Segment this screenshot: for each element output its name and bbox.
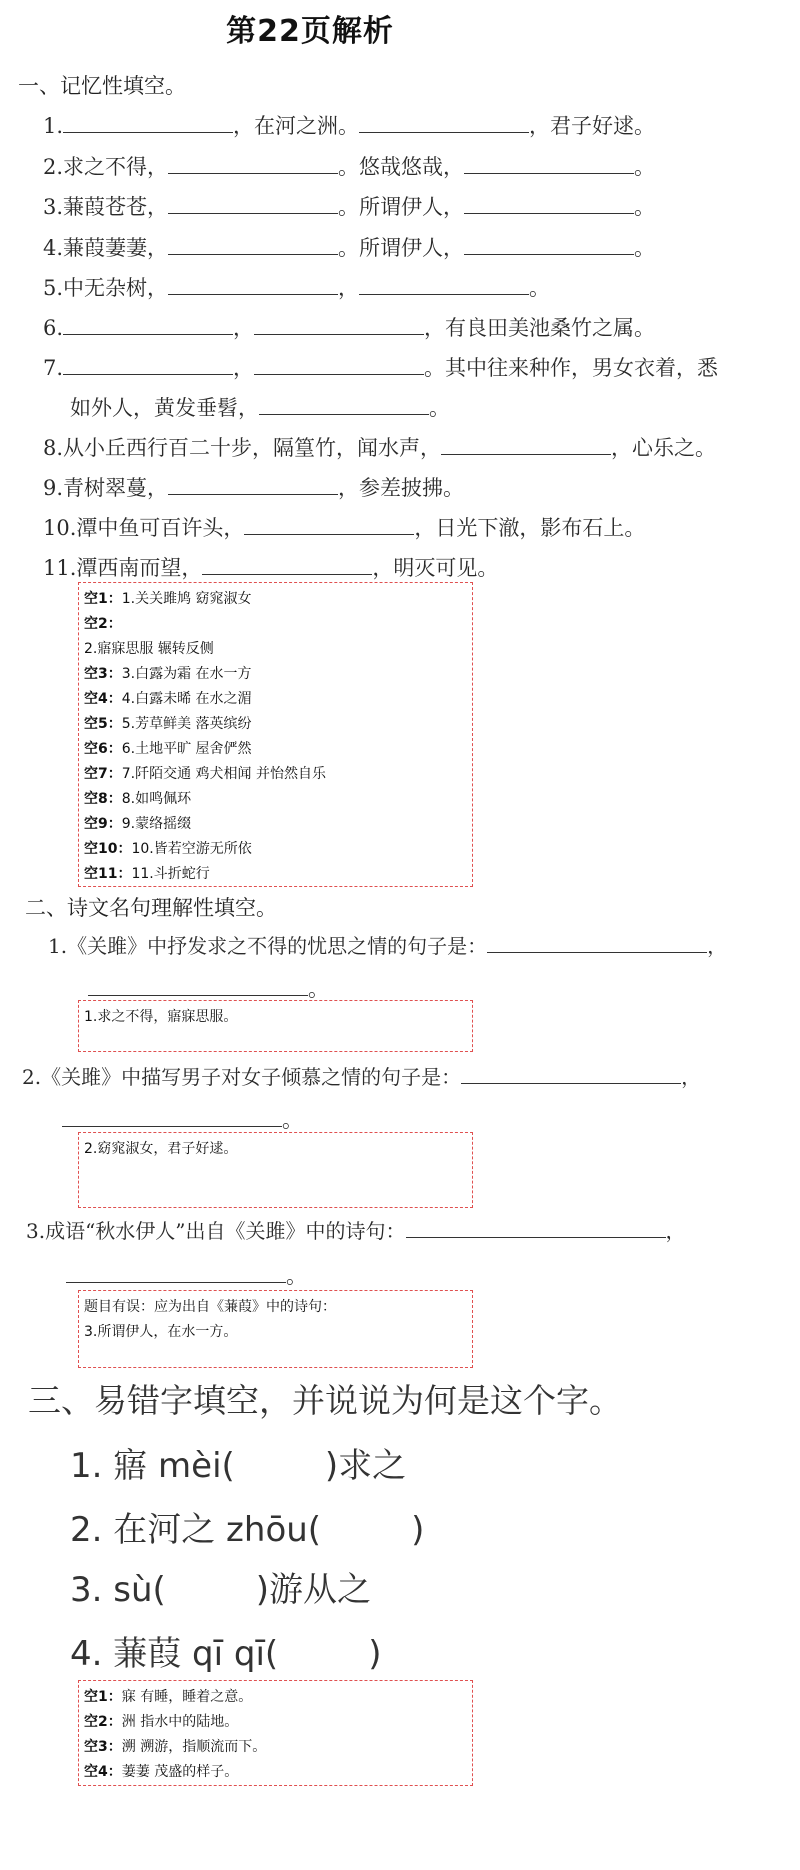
blank[interactable] — [168, 193, 338, 214]
question-2-1-cont: 。 — [88, 975, 329, 1003]
blank[interactable] — [254, 314, 424, 335]
answer-row: 空11：11.斗折蛇行 — [84, 866, 210, 882]
answer-row: 空3：3.白露为霜 在水一方 — [84, 666, 252, 682]
page-title: 第22页解析 — [226, 14, 394, 49]
blank[interactable] — [259, 394, 429, 415]
blank[interactable] — [66, 1262, 286, 1283]
answer-box-section1 — [78, 582, 473, 887]
blank[interactable] — [202, 554, 372, 575]
blank[interactable] — [359, 274, 529, 295]
question-1-8: 8.从小丘西行百二十步，隔篁竹，闻水声， ，心乐之。 — [43, 436, 717, 460]
answer-box-2-2: 2.窈窕淑女，君子好逑。 — [78, 1132, 473, 1208]
blank[interactable] — [168, 474, 338, 495]
blank[interactable] — [461, 1063, 681, 1084]
blank[interactable] — [359, 112, 529, 133]
answer-row: 空2： — [84, 616, 122, 632]
question-2-1: 1.《关雎》中抒发求之不得的忧思之情的句子是： ， — [48, 934, 728, 958]
blank[interactable] — [168, 274, 338, 295]
question-1-1: 1. ，在河之洲。 ，君子好逑。 — [43, 114, 656, 138]
question-2-3-cont: 。 — [66, 1262, 307, 1290]
answer-row: 空5：5.芳草鲜美 落英缤纷 — [84, 716, 252, 732]
question-1-10: 10.潭中鱼可百许头， ，日光下澈，影布石上。 — [43, 516, 646, 540]
section2-heading: 二、诗文名句理解性填空。 — [25, 896, 277, 920]
blank[interactable] — [487, 932, 707, 953]
question-1-3: 3.蒹葭苍苍， 。所谓伊人， 。 — [43, 195, 656, 219]
question-1-6: 6. ， ，有良田美池桑竹之属。 — [43, 316, 656, 340]
answer-row: 空4：萋萋 茂盛的样子。 — [84, 1764, 239, 1780]
blank[interactable] — [168, 234, 338, 255]
blank[interactable] — [254, 354, 424, 375]
answer-row: 空1：1.关关雎鸠 窈窕淑女 — [84, 591, 252, 607]
question-3-4: 4. 蒹葭 qī qī( ) — [70, 1634, 382, 1674]
answer-box-section3 — [78, 1680, 473, 1786]
question-3-2: 2. 在河之 zhōu( ) — [70, 1510, 425, 1550]
answer-row: 空2：洲 指水中的陆地。 — [84, 1714, 239, 1730]
answer-row: 空3：溯 溯游，指顺流而下。 — [84, 1739, 267, 1755]
question-1-7: 7. ， 。其中往来种作，男女衣着，悉 — [43, 356, 719, 380]
question-3-3: 3. sù( )游从之 — [70, 1570, 372, 1610]
answer-box-2-1: 1.求之不得，寤寐思服。 — [78, 1000, 473, 1052]
question-2-2-cont: 。 — [62, 1106, 303, 1134]
blank[interactable] — [63, 112, 233, 133]
blank[interactable] — [464, 153, 634, 174]
question-2-2: 2.《关雎》中描写男子对女子倾慕之情的句子是： ， — [22, 1065, 702, 1089]
answer-row: 空4：4.白露未晞 在水之湄 — [84, 691, 252, 707]
blank[interactable] — [168, 153, 338, 174]
answer-row: 2.寤寐思服 辗转反侧 — [84, 641, 214, 657]
question-2-3: 3.成语“秋水伊人”出自《关雎》中的诗句： ， — [26, 1219, 686, 1243]
answer-row: 空10：10.皆若空游无所依 — [84, 841, 252, 857]
blank[interactable] — [464, 193, 634, 214]
answer-row: 空6：6.土地平旷 屋舍俨然 — [84, 741, 252, 757]
question-1-2: 2.求之不得， 。悠哉悠哉， 。 — [43, 155, 656, 179]
answer-row: 空9：9.蒙络摇缀 — [84, 816, 192, 832]
blank[interactable] — [88, 975, 308, 996]
question-1-5: 5.中无杂树， ， 。 — [43, 276, 551, 300]
question-3-1: 1. 寤 mèi( )求之 — [70, 1446, 407, 1486]
blank[interactable] — [441, 434, 611, 455]
question-1-7-cont: 如外人，黄发垂髫， 。 — [70, 396, 450, 420]
section1-heading: 一、记忆性填空。 — [18, 74, 186, 98]
question-1-4: 4.蒹葭萋萋， 。所谓伊人， 。 — [43, 236, 656, 260]
blank[interactable] — [464, 234, 634, 255]
blank[interactable] — [63, 314, 233, 335]
blank[interactable] — [62, 1106, 282, 1127]
blank[interactable] — [63, 354, 233, 375]
section3-heading: 三、易错字填空，并说说为何是这个字。 — [28, 1381, 622, 1420]
question-1-11: 11.潭西南而望， ，明灭可见。 — [43, 556, 499, 580]
answer-row: 空1：寐 有睡，睡着之意。 — [84, 1689, 253, 1705]
blank[interactable] — [244, 514, 414, 535]
answer-row: 空7：7.阡陌交通 鸡犬相闻 并怡然自乐 — [84, 766, 327, 782]
blank[interactable] — [406, 1217, 666, 1238]
answer-box-2-3: 题目有误：应为出自《蒹葭》中的诗句： 3.所谓伊人，在水一方。 — [78, 1290, 473, 1368]
answer-row: 空8：8.如鸣佩环 — [84, 791, 192, 807]
question-1-9: 9.青树翠蔓， ，参差披拂。 — [43, 476, 465, 500]
